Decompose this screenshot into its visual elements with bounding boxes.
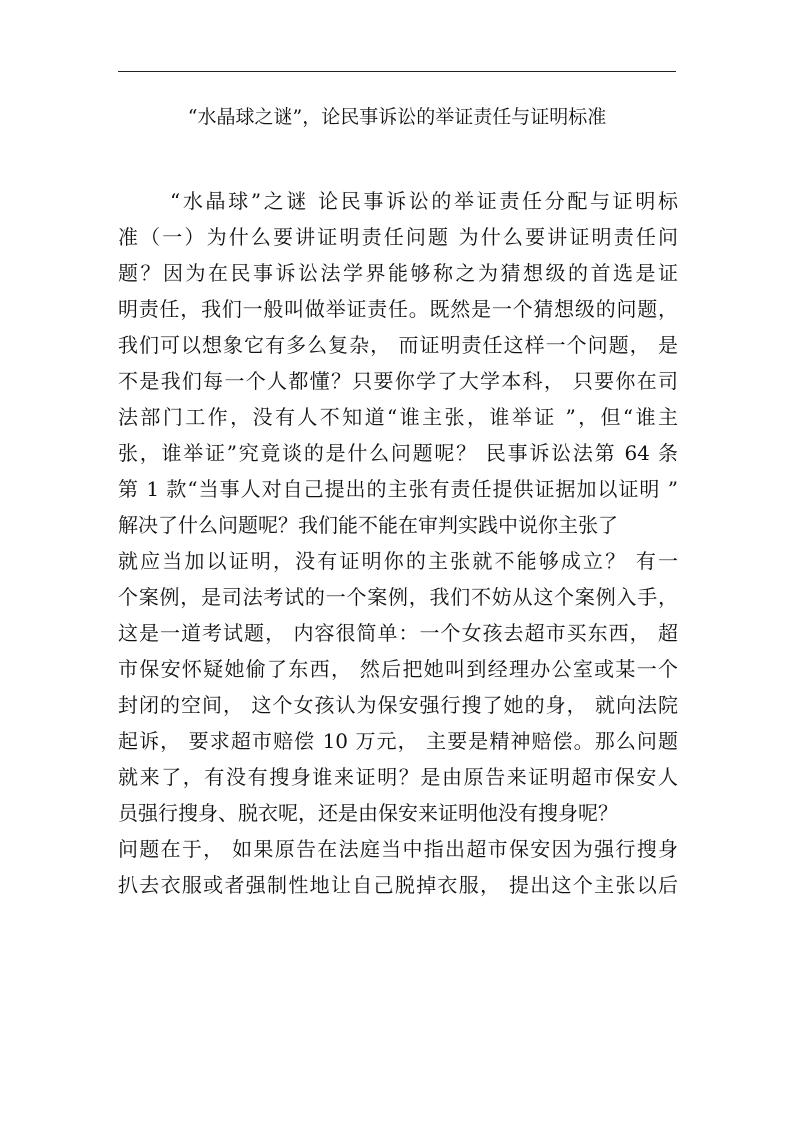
body-line: 就应当加以证明，没有证明你的主张就不能够成立？ 有一 bbox=[118, 549, 678, 573]
body-line: 解决了什么问题呢？我们能不能在审判实践中说你主张了 bbox=[118, 513, 618, 537]
body-line: 明责任，我们一般叫做举证责任。既然是一个猜想级的问题， bbox=[118, 297, 678, 321]
body-line: 市保安怀疑她偷了东西， 然后把她叫到经理办公室或某一个 bbox=[118, 657, 678, 681]
body-line: 个案例，是司法考试的一个案例，我们不妨从这个案例入手， bbox=[118, 585, 678, 609]
body-line: 准（一）为什么要讲证明责任问题 为什么要讲证明责任问 bbox=[118, 225, 678, 249]
body-line: 第 1 款“当事人对自己提出的主张有责任提供证据加以证明 ” bbox=[118, 477, 678, 501]
body-line: 不是我们每一个人都懂？只要你学了大学本科， 只要你在司 bbox=[118, 369, 678, 393]
body-line: 封闭的空间， 这个女孩认为保安强行搜了她的身， 就向法院 bbox=[118, 693, 678, 717]
document-title: “水晶球之谜”，论民事诉讼的举证责任与证明标准 bbox=[187, 106, 607, 128]
body-line: 我们可以想象它有多么复杂， 而证明责任这样一个问题， 是 bbox=[118, 333, 678, 357]
body-line: 题？因为在民事诉讼法学界能够称之为猜想级的首选是证 bbox=[118, 261, 678, 285]
body-line: 起诉， 要求超市赔偿 10 万元， 主要是精神赔偿。那么问题 bbox=[118, 729, 678, 753]
body-line: 扒去衣服或者强制性地让自己脱掉衣服， 提出这个主张以后 bbox=[118, 873, 678, 897]
body-line: 员强行搜身、脱衣呢，还是由保安来证明他没有搜身呢？ bbox=[118, 801, 618, 825]
body-line: “水晶球”之谜 论民事诉讼的举证责任分配与证明标 bbox=[170, 189, 678, 213]
body-line: 就来了，有没有搜身谁来证明？是由原告来证明超市保安人 bbox=[118, 765, 678, 789]
body-line: 法部门工作，没有人不知道“谁主张，谁举证 ”，但“谁主 bbox=[118, 405, 678, 429]
document-body bbox=[118, 183, 678, 903]
body-line: 张，谁举证”究竟谈的是什么问题呢？ 民事诉讼法第 64 条 bbox=[118, 441, 678, 465]
body-line: 这是一道考试题， 内容很简单：一个女孩去超市买东西， 超 bbox=[118, 621, 678, 645]
body-line: 问题在于， 如果原告在法庭当中指出超市保安因为强行搜身 bbox=[118, 837, 678, 861]
header-rule bbox=[118, 71, 676, 72]
